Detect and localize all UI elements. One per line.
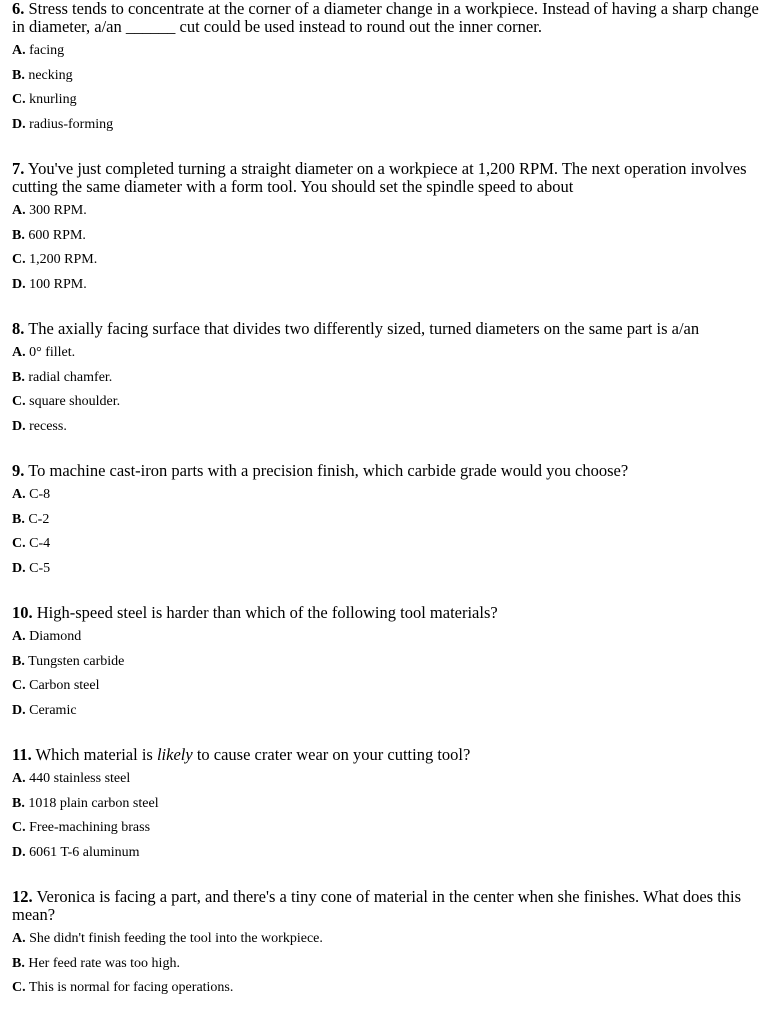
option-text: C-5: [29, 560, 51, 576]
option-d[interactable]: [12, 276, 764, 301]
option-c[interactable]: [12, 535, 764, 560]
question-7: [12, 160, 764, 300]
option-letter: C.: [12, 678, 26, 693]
question-body-emphasis: likely: [156, 745, 193, 764]
option-text: C-2: [28, 511, 50, 527]
option-text: radius-forming: [29, 116, 114, 132]
option-text: Free-machining brass: [29, 820, 151, 835]
option-b[interactable]: [12, 369, 764, 394]
option-d[interactable]: [12, 844, 764, 869]
option-letter: A.: [12, 931, 26, 946]
options-list: [12, 202, 764, 300]
option-d[interactable]: [12, 702, 764, 727]
question-12: [12, 888, 764, 1004]
question-number: 11.: [12, 745, 32, 764]
question-body-end: to cause crater wear on your cutting tool?: [192, 745, 471, 764]
question-8: [12, 320, 764, 442]
option-a[interactable]: [12, 202, 764, 227]
option-letter: D.: [12, 116, 26, 132]
option-letter: B.: [12, 795, 25, 811]
spacer: [12, 300, 764, 320]
option-b[interactable]: [12, 955, 764, 980]
option-letter: A.: [12, 771, 26, 786]
option-c[interactable]: [12, 677, 764, 702]
spacer: [12, 140, 764, 160]
option-a[interactable]: [12, 628, 764, 653]
option-text: C-4: [29, 536, 51, 551]
option-c[interactable]: [12, 91, 764, 116]
options-list: [12, 42, 764, 140]
option-a[interactable]: [12, 42, 764, 67]
option-d[interactable]: [12, 560, 764, 585]
question-10: [12, 604, 764, 726]
spacer: [12, 726, 764, 746]
option-letter: C.: [12, 536, 26, 551]
question-body: High-speed steel is harder than which of the following tool materials?: [36, 603, 498, 622]
option-letter: D.: [12, 560, 26, 576]
option-b[interactable]: [12, 653, 764, 678]
option-letter: B.: [12, 511, 25, 527]
option-letter: C.: [12, 820, 26, 835]
option-text: Her feed rate was too high.: [28, 955, 180, 971]
option-text: Diamond: [29, 629, 82, 644]
option-letter: B.: [12, 67, 25, 83]
question-body-start: Which material is: [35, 745, 157, 764]
option-a[interactable]: [12, 770, 764, 795]
spacer: [12, 584, 764, 604]
question-number: 12.: [12, 887, 33, 906]
option-b[interactable]: [12, 511, 764, 536]
spacer: [12, 868, 764, 888]
option-letter: C.: [12, 980, 26, 995]
option-text: recess.: [29, 418, 67, 434]
quiz-page: [12, 0, 764, 1004]
option-c[interactable]: [12, 819, 764, 844]
question-text: [12, 320, 764, 338]
option-text: She didn't finish feeding the tool into the workpiece.: [29, 931, 323, 946]
option-a[interactable]: [12, 486, 764, 511]
option-text: 440 stainless steel: [29, 771, 131, 786]
option-text: 300 RPM.: [29, 203, 87, 218]
question-body: You've just completed turning a straight diameter on a workpiece at 1,200 RPM. The next operation involves cutting the same diameter with a form tool. You should set the spindle speed to about: [12, 159, 747, 196]
option-letter: A.: [12, 345, 26, 360]
option-a[interactable]: [12, 344, 764, 369]
spacer: [12, 442, 764, 462]
option-letter: C.: [12, 252, 26, 267]
question-body: Stress tends to concentrate at the corner of a diameter change in a workpiece. Instead of having a sharp change in diameter, a/an ______ cut could be used instead to round out the inner corner.: [12, 0, 759, 36]
option-letter: B.: [12, 369, 25, 385]
option-letter: C.: [12, 92, 26, 107]
question-text: [12, 462, 764, 480]
option-text: This is normal for facing operations.: [28, 980, 234, 995]
question-number: 7.: [12, 159, 25, 178]
question-text: [12, 604, 764, 622]
option-d[interactable]: [12, 116, 764, 141]
question-text: [12, 888, 764, 924]
option-text: 100 RPM.: [29, 276, 87, 292]
options-list: [12, 930, 764, 1004]
option-letter: B.: [12, 227, 25, 243]
question-body: The axially facing surface that divides two differently sized, turned diameters on the same part is a/an: [28, 319, 700, 338]
question-text: [12, 0, 764, 36]
option-text: radial chamfer.: [28, 369, 113, 385]
option-b[interactable]: [12, 227, 764, 252]
option-c[interactable]: [12, 393, 764, 418]
question-text: [12, 746, 764, 764]
option-d[interactable]: [12, 418, 764, 443]
question-number: 8.: [12, 319, 25, 338]
option-letter: D.: [12, 276, 26, 292]
option-text: 0° fillet.: [29, 345, 76, 360]
options-list: [12, 486, 764, 584]
option-letter: D.: [12, 702, 26, 718]
option-text: 1,200 RPM.: [29, 252, 98, 267]
option-text: C-8: [29, 487, 51, 502]
option-letter: B.: [12, 653, 25, 669]
option-text: square shoulder.: [29, 394, 121, 409]
question-text: [12, 160, 764, 196]
option-letter: D.: [12, 418, 26, 434]
question-11: [12, 746, 764, 868]
option-letter: A.: [12, 629, 26, 644]
options-list: [12, 770, 764, 868]
options-list: [12, 628, 764, 726]
option-letter: A.: [12, 487, 26, 502]
option-letter: A.: [12, 43, 26, 58]
option-c[interactable]: [12, 251, 764, 276]
option-text: 6061 T-6 aluminum: [29, 844, 140, 860]
option-text: Carbon steel: [29, 678, 100, 693]
question-number: 10.: [12, 603, 33, 622]
option-c[interactable]: [12, 979, 764, 1004]
option-letter: A.: [12, 203, 26, 218]
option-b[interactable]: [12, 67, 764, 92]
option-letter: D.: [12, 844, 26, 860]
option-text: 600 RPM.: [28, 227, 86, 243]
option-text: Ceramic: [29, 702, 77, 718]
options-list: [12, 344, 764, 442]
option-text: Tungsten carbide: [28, 653, 125, 669]
question-body: To machine cast-iron parts with a precision finish, which carbide grade would you choose?: [28, 461, 629, 480]
option-b[interactable]: [12, 795, 764, 820]
option-text: knurling: [29, 92, 77, 107]
question-number: 9.: [12, 461, 25, 480]
question-number: 6.: [12, 0, 25, 18]
question-body: Veronica is facing a part, and there's a tiny cone of material in the center when she finishes. What does this mean?: [12, 887, 742, 924]
option-text: necking: [28, 67, 73, 83]
option-letter: B.: [12, 955, 25, 971]
option-text: 1018 plain carbon steel: [28, 795, 159, 811]
question-9: [12, 462, 764, 584]
option-text: facing: [29, 43, 65, 58]
option-a[interactable]: [12, 930, 764, 955]
option-letter: C.: [12, 394, 26, 409]
question-6: [12, 0, 764, 140]
